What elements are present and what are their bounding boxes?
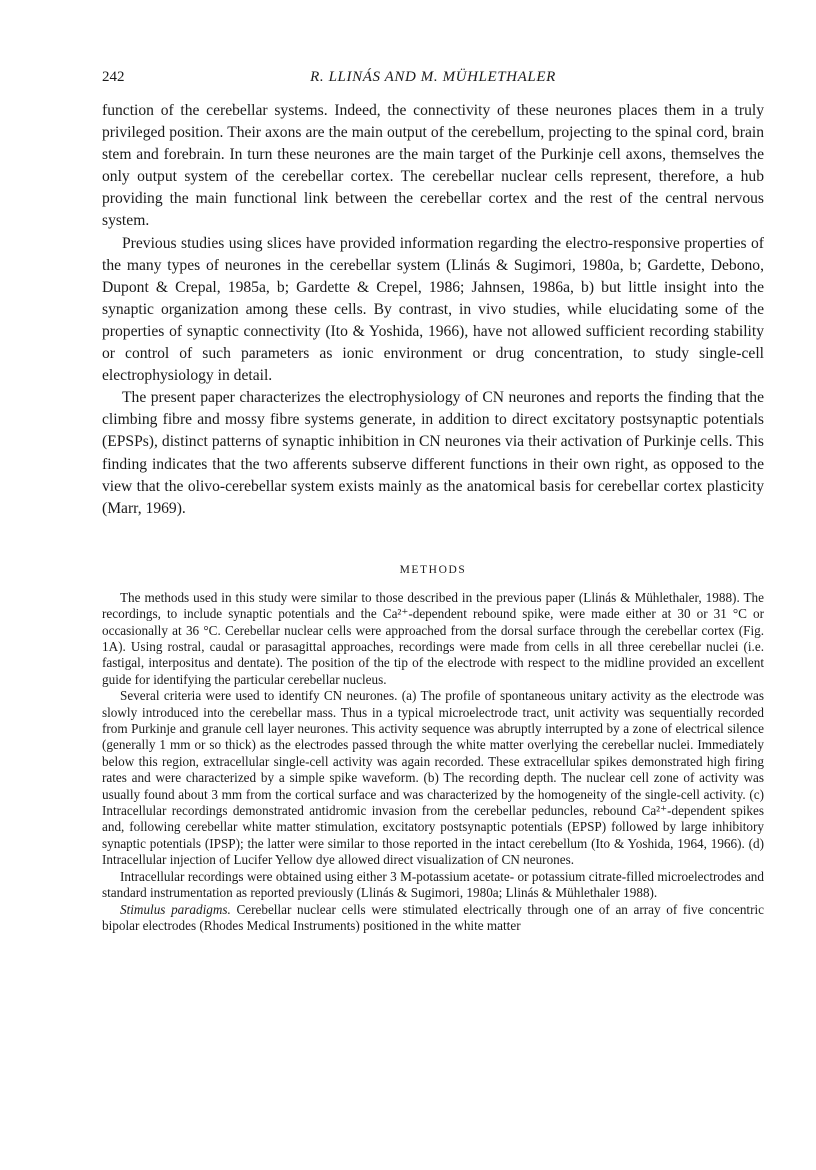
- methods-paragraph-stimulus: [102, 902, 764, 935]
- page-number: 242: [102, 69, 125, 85]
- introduction-body: [102, 100, 764, 520]
- running-head-title: R. LLINÁS AND M. MÜHLETHALER: [310, 69, 556, 85]
- methods-heading: METHODS: [399, 563, 467, 576]
- methods-paragraph-1: The methods used in this study were similar to those described in the previous paper (Llinás & Mühlethaler, 1988). The recordings, to include synaptic potentials and the Ca²⁺-dependent rebound spike, were made either at 30 or 31 °C or occasionally at 36 °C. Cerebellar nuclear cells were approached from the dorsal surface through the cerebellar cortex (Fig. 1A). Using rostral, caudal or parasagittal approaches, recordings were made from cells in all three cerebellar nuclei (i.e. fastigal, interpositus and dentate). The position of the tip of the electrode with respect to the midline provided an excellent guide for identifying the particular cerebellar nucleus.: [102, 589, 764, 687]
- intro-paragraph-2: Previous studies using slices have provided information regarding the electro-responsive properties of the many types of neurones in the cerebellar system (Llinás & Sugimori, 1980a, b; Gardette, Debono, Dupont & Crepal, 1985a, b; Gardette & Crepel, 1986; Jahnsen, 1986a, b) but little insight into the synaptic organization among these cells. By contrast, in vivo studies, while elucidating some of the properties of synaptic connectivity (Ito & Yoshida, 1966), have not allowed sufficient recording stability or control of such parameters as ionic environment or drug concentration, to study single-cell electrophysiology in detail.: [102, 234, 764, 385]
- methods-paragraph-2: Several criteria were used to identify CN neurones. (a) The profile of spontaneous unitary activity as the electrode was slowly introduced into the cerebellar mass. Thus in a typical microelectrode tract, unit activity was sequentially recorded from Purkinje and granule cell layer neurones. This activity sequence was abruptly interrupted by a zone of electrical silence (generally 1 mm or so thick) as the electrodes passed through the white matter overlying the cerebellar nuclei. Immediately below this region, extracellular single-cell activity was again recorded. These extracellular spikes demonstrated high firing rates and were characterized by a simple spike waveform. (b) The recording depth. The nuclear cell zone of activity was usually found about 3 mm from the cortical surface and was characterized by the homogeneity of the single-cell activity. (c) Intracellular recordings demonstrated antidromic invasion from the cerebellar peduncles, rebound Ca²⁺-dependent spikes and, following cerebellar white matter stimulation, excitatory postsynaptic potentials (EPSP) followed by large inhibitory synaptic potentials (IPSP); the latter were similar to those reported in the intact cerebellum (Ito & Yoshida, 1964, 1966). (d) Intracellular injection of Lucifer Yellow dye allowed direct visualization of CN neurones.: [102, 688, 764, 868]
- stimulus-paradigms-text: Cerebellar nuclear cells were stimulated electrically through one of an array of five concentric bipolar electrodes (Rhodes Medical Instruments) positioned in the white matter: [102, 901, 764, 933]
- intro-paragraph-3: The present paper characterizes the electrophysiology of CN neurones and reports the finding that the climbing fibre and mossy fibre systems generate, in addition to direct excitatory postsynaptic potentials (EPSPs), distinct patterns of synaptic inhibition in CN neurones via their activation of Purkinje cells. This finding indicates that the two afferents subserve different functions in their own right, as opposed to the view that the olivo-cerebellar system exists mainly as the anatomical basis for cerebellar cortex plasticity (Marr, 1969).: [102, 389, 764, 517]
- running-head: [102, 64, 764, 90]
- methods-body: [102, 590, 764, 935]
- journal-page: [102, 64, 764, 934]
- stimulus-paradigms-lead: Stimulus paradigms.: [120, 901, 231, 917]
- intro-paragraph-1: function of the cerebellar systems. Indeed, the connectivity of these neurones places them in a truly privileged position. Their axons are the main output of the cerebellum, projecting to the spinal cord, brain stem and forebrain. In turn these neurones are the main target of the Purkinje cell axons, themselves the only output system of the cerebellar cortex. The cerebellar nuclear cells represent, therefore, a hub providing the main functional link between the cerebellar cortex and the rest of the central nervous system.: [102, 102, 764, 230]
- methods-paragraph-3: Intracellular recordings were obtained using either 3 M-potassium acetate- or potassium citrate-filled microelectrodes and standard instrumentation as reported previously (Llinás & Sugimori, 1980a; Llinás & Mühlethaler 1988).: [102, 868, 764, 901]
